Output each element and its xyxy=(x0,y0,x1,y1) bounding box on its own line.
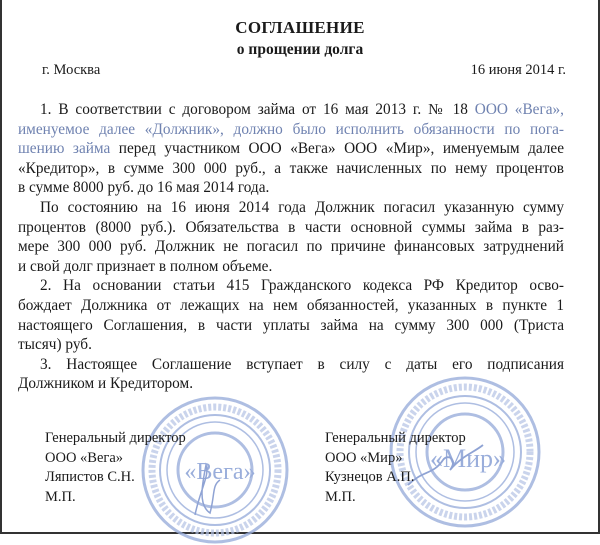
text-line xyxy=(18,100,564,120)
text-line xyxy=(18,257,564,277)
text-line xyxy=(18,159,564,179)
text-segment: в сумме 8000 руб. до 16 мая 2014 года. xyxy=(18,179,270,197)
text-line xyxy=(18,296,564,316)
document-date: 16 июня 2014 г. xyxy=(470,62,566,78)
text-line xyxy=(18,139,564,159)
stamp-center-text: «Мир» xyxy=(429,444,507,473)
city: г. Москва xyxy=(42,62,101,78)
text-segment: и свой долг признает в полном объеме. xyxy=(18,257,273,275)
paragraph xyxy=(18,355,564,394)
stamp-center-text: «Вега» xyxy=(184,459,256,485)
text-segment: 3. Настоящее Соглашение вступает в силу с даты его подписания xyxy=(40,355,564,373)
highlighted-text: ООО «Вега», xyxy=(474,101,564,118)
text-segment: бождает Должника от лежащих на нем обязанностей, указанных в пункте 1 xyxy=(18,296,564,314)
text-segment: перед участником ООО «Вега» ООО «Мир», именуемым далее xyxy=(110,140,564,158)
seal-mark: М.П. xyxy=(325,488,356,505)
text-segment: 1. В соответствии с договором займа от 16 мая 2013 г. № 18 xyxy=(40,101,475,118)
text-line xyxy=(18,316,564,336)
text-segment: мере 300 000 руб. Должник не погасил по причине финансовых затруднений xyxy=(18,238,564,256)
text-line xyxy=(18,178,564,198)
signer-company: ООО «Мир» xyxy=(325,449,403,466)
text-line xyxy=(18,374,564,394)
signer-company: ООО «Вега» xyxy=(45,449,124,466)
signer-position: Генеральный директор xyxy=(45,430,186,446)
text-segment: 2. На основании статьи 415 Гражданского кодекса РФ Кредитор осво- xyxy=(40,277,564,295)
text-line xyxy=(18,198,564,218)
text-line xyxy=(18,237,564,257)
signer-name: Кузнецов А.П. xyxy=(325,469,415,485)
text-line xyxy=(18,120,564,140)
paragraph xyxy=(18,198,564,276)
text-line xyxy=(18,335,564,355)
signature-block-debtor xyxy=(45,429,186,507)
signer-position: Генеральный директор xyxy=(325,430,466,446)
text-line xyxy=(18,218,564,238)
text-segment: настоящего Соглашения, в части уплаты займа на сумму 300 000 (Триста xyxy=(18,316,564,334)
text-line xyxy=(18,276,564,296)
text-segment: «Кредитор», в сумме 300 000 руб., а также начисленных по нему процентов xyxy=(18,159,564,177)
text-segment: Должником и Кредитором. xyxy=(18,375,194,393)
seal-mark: М.П. xyxy=(45,488,76,505)
paragraph xyxy=(18,100,564,198)
paragraph xyxy=(18,276,564,354)
text-segment: процентов (8000 руб.). Обязательства в части основной суммы займа в раз- xyxy=(18,218,564,236)
document-subtitle: о прощении долга xyxy=(236,41,364,58)
text-segment: тысяч) руб. xyxy=(18,336,92,354)
highlighted-text: шению займа xyxy=(18,140,111,158)
highlighted-text: именуемое далее «Должник», должно было исполнить обязанности по пога- xyxy=(18,120,564,138)
signer-name: Ляпистов С.Н. xyxy=(45,469,135,485)
signature-block-creditor xyxy=(325,429,466,507)
text-segment: По состоянию на 16 июня 2014 года Должник погасил указанную сумму xyxy=(40,198,564,216)
agreement-body xyxy=(18,100,564,394)
text-line xyxy=(18,355,564,375)
document-title: СОГЛАШЕНИЕ xyxy=(235,18,365,37)
